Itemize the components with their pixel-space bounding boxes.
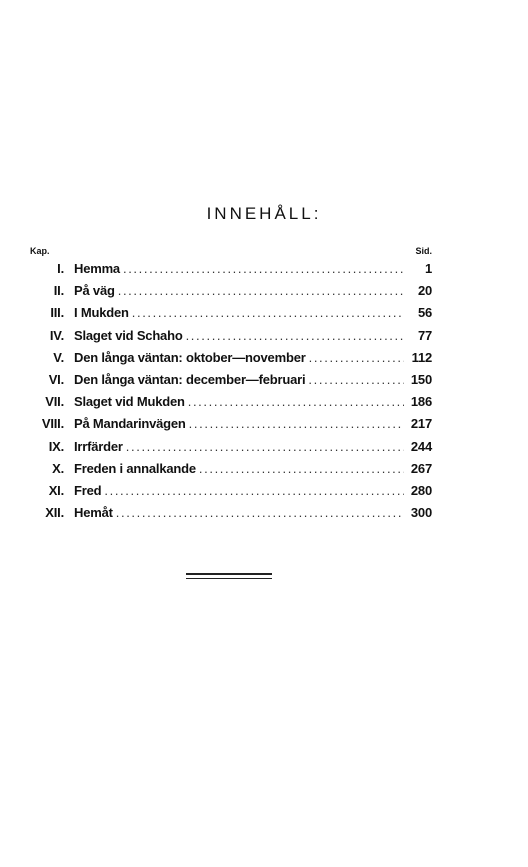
chapter-number: V. [53,349,64,365]
chapter-number: XII. [45,505,64,521]
dot-leader [126,439,404,454]
chapter-title: Slaget vid Schaho [74,327,183,343]
toc-entry [26,416,432,438]
toc-entry [26,505,432,527]
page-number: 56 [417,305,432,321]
chapter-number: X. [52,460,64,476]
toc-entry [26,439,432,461]
toc-entry [26,350,432,372]
dot-leader [308,372,404,387]
page-number: 112 [411,349,432,365]
dot-leader [123,261,404,276]
dot-leader [118,283,404,298]
chapter-title: Den långa väntan: oktober—november [74,349,306,365]
toc-entry [26,461,432,483]
dot-leader [104,483,404,498]
table-of-contents [26,261,432,527]
toc-entry [26,305,432,327]
chapter-title: Fred [74,482,102,498]
dot-leader [189,416,404,431]
chapter-number: IX. [48,438,64,454]
toc-entry [26,328,432,350]
dot-leader [188,394,404,409]
decorative-rule [186,578,272,579]
dot-leader [132,305,404,320]
page-number: 280 [410,482,432,498]
chapter-title: Hemåt [74,505,113,521]
toc-entry [26,261,432,283]
chapter-title: På Mandarinvägen [74,416,186,432]
chapter-number: IV. [49,327,64,343]
page-number: 244 [410,438,432,454]
page-number: 217 [410,416,432,432]
toc-entry [26,483,432,505]
page-number: 300 [410,505,432,521]
dot-leader [309,350,404,365]
page-column-label: Sid. [415,246,432,256]
chapter-number: VIII. [41,416,64,432]
page-number: 267 [410,460,432,476]
page-number: 186 [410,394,432,410]
toc-entry [26,372,432,394]
chapter-title: I Mukden [74,305,129,321]
page-number: 77 [417,327,432,343]
chapter-title: Irrfärder [74,438,123,454]
dot-leader [116,505,404,520]
dot-leader [186,328,404,343]
chapter-number: III. [50,305,64,321]
chapter-title: Freden i annalkande [74,460,196,476]
column-labels [30,246,432,256]
toc-entry [26,394,432,416]
decorative-rule [186,573,272,575]
page-number: 1 [424,261,432,276]
chapter-column-label: Kap. [30,246,50,256]
chapter-number: VII. [45,394,64,410]
chapter-number: XI. [48,482,64,498]
page-number: 20 [417,283,432,299]
page-number: 150 [410,371,432,387]
chapter-number: I. [57,261,64,276]
page-title: INNEHÅLL: [206,204,322,223]
chapter-title: På väg [74,283,115,299]
chapter-number: VI. [48,371,64,387]
dot-leader [199,461,404,476]
toc-entry [26,283,432,305]
chapter-title: Slaget vid Mukden [74,394,185,410]
chapter-number: II. [53,283,64,299]
chapter-title: Den långa väntan: december—februari [74,371,306,387]
chapter-title: Hemma [74,261,120,276]
